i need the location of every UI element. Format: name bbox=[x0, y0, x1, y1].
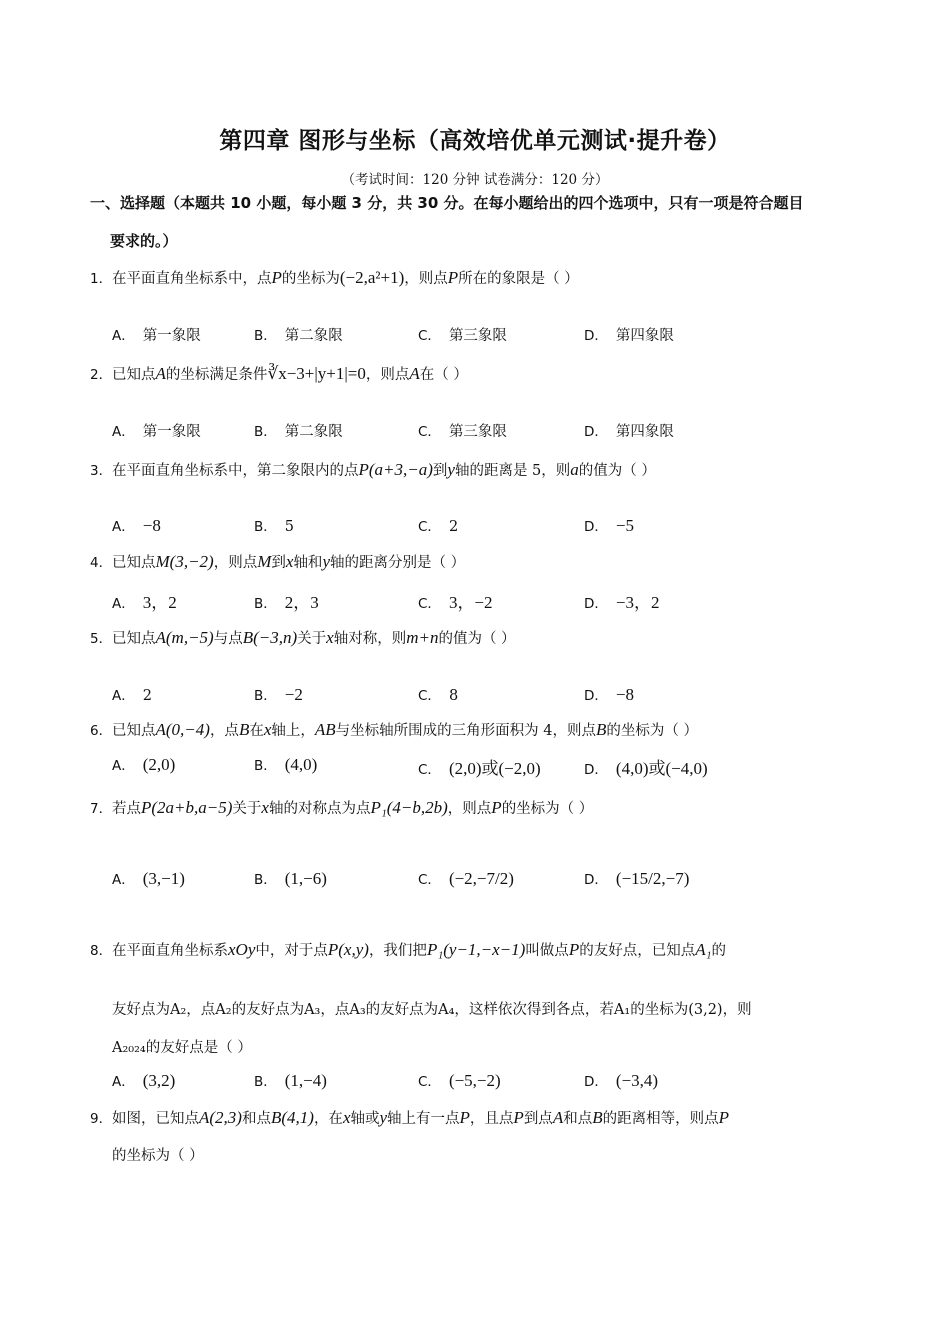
option-d[interactable]: D． (−3,4) bbox=[584, 1071, 659, 1090]
math-expression: P₁(4−b,2b) bbox=[370, 798, 448, 817]
question-6: 6．已知点A(0,−4)，点B在x轴上，AB与坐标轴所围成的三角形面积为 4，则点B的坐标为（ ） bbox=[90, 720, 698, 739]
option-c[interactable]: C． 8 bbox=[418, 688, 459, 704]
math-expression: B(−3,n) bbox=[242, 628, 298, 647]
option-b[interactable]: B． 第二象限 bbox=[254, 424, 343, 440]
math-expression: P(2a+b,a−5) bbox=[141, 798, 233, 817]
options-8 bbox=[112, 1070, 872, 1098]
question-8-line-3: A₂₀₂₄的友好点是（ ） bbox=[112, 1040, 252, 1056]
option-d[interactable]: D． (−15/2,−7) bbox=[584, 869, 690, 888]
options-2 bbox=[112, 420, 872, 448]
option-c[interactable]: C． 2 bbox=[418, 519, 459, 535]
options-6 bbox=[112, 754, 872, 782]
math-expression: B(4,1) bbox=[270, 1108, 314, 1127]
option-d[interactable]: D． (4,0)或(−4,0) bbox=[584, 759, 708, 778]
question-9-line-2: 的坐标为（ ） bbox=[112, 1148, 204, 1164]
exam-info: （考试时间：120 分钟 试卷满分：120 分） bbox=[341, 172, 609, 188]
option-b[interactable]: B． (1,−4) bbox=[254, 1071, 327, 1090]
math-expression: m+n bbox=[406, 628, 439, 647]
question-4: 4．已知点M(3,−2)，则点M到x轴和y轴的距离分别是（ ） bbox=[90, 552, 466, 571]
option-d[interactable]: D． −5 bbox=[584, 516, 634, 535]
page-title: 第四章 图形与坐标（高效培优单元测试·提升卷） bbox=[219, 128, 731, 154]
option-c[interactable]: C． (−2,−7/2) bbox=[418, 869, 514, 888]
math-expression: (−2,a²+1) bbox=[339, 268, 405, 287]
question-2: 2．已知点A的坐标满足条件∛x−3+|y+1|=0，则点A在（ ） bbox=[90, 364, 468, 383]
math-expression: P(a+3,−a) bbox=[358, 460, 433, 479]
option-a[interactable]: A． 3，2 bbox=[112, 593, 177, 612]
option-c[interactable]: C． (−5,−2) bbox=[418, 1071, 501, 1090]
section-line-2: 要求的。） bbox=[110, 232, 178, 250]
option-a[interactable]: A． 2 bbox=[112, 688, 152, 704]
math-expression: A(m,−5) bbox=[155, 628, 214, 647]
math-expression: A(2,3) bbox=[199, 1108, 242, 1127]
math-expression: P(x,y) bbox=[327, 940, 369, 959]
option-c[interactable]: C． 第三象限 bbox=[418, 424, 507, 440]
option-b[interactable]: B． (1,−6) bbox=[254, 869, 327, 888]
math-expression: M(3,−2) bbox=[155, 552, 214, 571]
option-c[interactable]: C． 3，−2 bbox=[418, 593, 493, 612]
option-c[interactable]: C． (2,0)或(−2,0) bbox=[418, 759, 541, 778]
question-1: 1．在平面直角坐标系中，点P的坐标为(−2,a²+1)，则点P所在的象限是（ ） bbox=[90, 268, 579, 287]
option-a[interactable]: A． (3,2) bbox=[112, 1071, 176, 1090]
question-7: 7．若点P(2a+b,a−5)关于x轴的对称点为点P₁(4−b,2b)，则点P的坐标为（ ） bbox=[90, 798, 594, 817]
math-expression: ∛x−3+|y+1|=0 bbox=[267, 364, 366, 383]
question-3: 3．在平面直角坐标系中，第二象限内的点P(a+3,−a)到y轴的距离是 5，则a的值为（ ） bbox=[90, 460, 656, 479]
option-a[interactable]: A． (3,−1) bbox=[112, 869, 185, 888]
options-7 bbox=[112, 860, 872, 914]
option-a[interactable]: A． 第一象限 bbox=[112, 328, 201, 344]
math-expression: P₁(y−1,−x−1) bbox=[426, 940, 526, 959]
option-a[interactable]: A． −8 bbox=[112, 516, 161, 535]
options-1 bbox=[112, 324, 872, 352]
option-d[interactable]: D． 第四象限 bbox=[584, 424, 674, 440]
question-5: 5．已知点A(m,−5)与点B(−3,n)关于x轴对称，则m+n的值为（ ） bbox=[90, 628, 516, 647]
option-d[interactable]: D． 第四象限 bbox=[584, 328, 674, 344]
option-d[interactable]: D． −3，2 bbox=[584, 593, 660, 612]
section-header bbox=[90, 184, 870, 260]
option-b[interactable]: B． (4,0) bbox=[254, 755, 318, 774]
options-3 bbox=[112, 515, 872, 543]
options-4 bbox=[112, 588, 872, 616]
option-c[interactable]: C． 第三象限 bbox=[418, 328, 507, 344]
math-expression: A(0,−4) bbox=[155, 720, 210, 739]
option-a[interactable]: A． (2,0) bbox=[112, 755, 176, 774]
question-8: 8．在平面直角坐标系xOy中，对于点P(x,y)，我们把P₁(y−1,−x−1)叫做点P的友好点，已知点A₁的 bbox=[90, 940, 726, 959]
option-b[interactable]: B． 第二象限 bbox=[254, 328, 343, 344]
options-5 bbox=[112, 684, 872, 712]
option-d[interactable]: D． −8 bbox=[584, 685, 634, 704]
section-line-1: 一、选择题（本题共 10 小题，每小题 3 分，共 30 分。在每小题给出的四个选项中，只有一项是符合题目 bbox=[90, 194, 804, 212]
option-b[interactable]: B． −2 bbox=[254, 685, 303, 704]
question-8-line-2: 友好点为A₂，点A₂的友好点为A₃，点A₃的友好点为A₄，这样依次得到各点，若A₁的坐标为(3,2)，则 bbox=[112, 1002, 752, 1018]
option-a[interactable]: A． 第一象限 bbox=[112, 424, 201, 440]
option-b[interactable]: B． 2，3 bbox=[254, 593, 319, 612]
question-9: 9．如图，已知点A(2,3)和点B(4,1)，在x轴或y轴上有一点P，且点P到点A和点B的距离相等，则点P bbox=[90, 1108, 729, 1127]
option-b[interactable]: B． 5 bbox=[254, 519, 294, 535]
